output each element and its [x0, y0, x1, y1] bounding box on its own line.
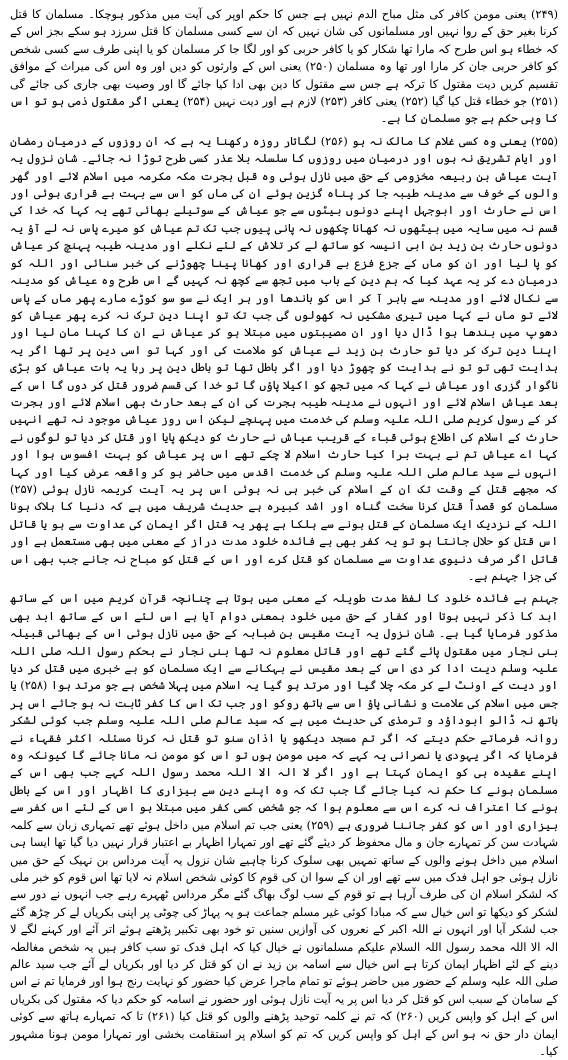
- commentary-paragraph-1: (۲۴۹) یعنی مومن کافر کی مثل مباح الدم نہیں ہے جس کا حکم اوپر کی آیت میں مذکور ہوچکا۔ مسلمان کا قتل کرنا بغیر حق کے روا نہیں اور مسلمانوں کی شان نہیں کہ ان سے کسی مسلمان کا قتل سرزد ہو سکے بجز اس کے کہ خطاء ہو اس طرح کہ مارا تھا شکار کو یا کافر حربی کو اور لگا جا کر مسلمان کو یا اپنی طرف سے کسی شخص کو کافر حربی جان کر مارا اور تھا وہ مسلمان (۲۵۰) یعنی اس کے وارثوں کو دیں اور وہ اس کی میراث کے موافق تقسیم کریں دیت مقتول کا ترکہ ہے جس سے مقتول کا دین بھی ادا کیا جائے گا اور وصیت بھی جاری کی جائے گی (۲۵۱) جو خطاء قتل کیا گیا (۲۵۲) یعنی کافر (۲۵۳) لازم ہے اور دیت نہیں (۲۵۴) یعنی اگر مقتول ذمی ہو تو اس کا وہی حکم ہے جو مسلمان کا ہے۔: [10, 8, 558, 126]
- commentary-paragraph-2: (۲۵۵) یعنی وہ کسی غلام کا مالک نہ ہو (۲۵۶) لگاتار روزہ رکھنا یہ ہے کہ ان روزوں کے درمیان رمضان اور ایام تشریق نہ ہوں اور درمیان میں روزوں کا سلسلہ بلا عذر کسی طرح توڑا نہ جائے۔ شان نزول یہ آیت عیاش بن ربیعہ مخزومی کے حق میں نازل ہوئی وہ قبل ہجرت مکہ مکرمہ میں اسلام لائے اور گھر والوں کے خوف سے مدینہ طیبہ جا کر پناہ گزین ہوئے ان کی ماں کو اس سے بہت بے قراری ہوئی اور اس نے حارث اور ابوجہل اپنے دونوں بیٹوں سے جو عیاش کے سوتیلے بھائی تھے یہ کہا کہ خدا کی قسم نہ میں سایہ میں بیٹھوں نہ کھانا چکھوں نہ پانی پیوں جب تک تم عیاش کو میرے پاس نہ لے آؤ یہ دونوں حارث بن زید بن ابی انیسہ کو ساتھ لے کر تلاش کے لئے نکلے اور مدینہ طیبہ پہنچ کر عیاش کو پا لیا اور ان کو ماں کے جزع فزع بے قراری اور کھانا پینا چھوڑنے کی خبر سنائی اور اللہ کو درمیان دے کر یہ عہد کیا کہ ہم دین کے باب میں تجھ سے کچھ نہ کہیں گے اس طرح وہ عیاش کو مدینہ سے نکال لائے اور مدینہ سے باہر آ کر اس کو باندھا اور ہر ایک نے سو سو کوڑے مارے پھر ماں کے پاس لائے تو ماں نے کہا میں تیری مشکیں نہ کھولوں گی جب تک تو اپنا دین ترک نہ کرے پھر عیاش کو دھوپ میں بندھا ہوا ڈال دیا اور ان مصیبتوں میں مبتلا ہو کر عیاش نے ان کا کہنا مان لیا اور اپنا دین ترک کر دیا تو حارث بن زید نے عیاش کو ملامت کی اور کہا تو اسی دین پر تھا اگر یہ ہدایت تھی تو تو نے ہدایت کو چھوڑ دیا اور اگر باطل تھا تو باطل دین پر رہا یہ بات عیاش کو بڑی ناگوار گزری اور عیاش نے کہا کہ میں تجھ کو اکیلا پاؤں گا تو خدا کی قسم ضرور قتل کر دوں گا اس کے بعد عیاش اسلام لائے اور انہوں نے مدینہ طیبہ ہجرت کی ان کے بعد حارث بھی اسلام لائے اور ہجرت کر کے رسول کریم صلی اللہ علیہ وسلم کی خدمت میں پہنچے لیکن اس روز عیاش موجود نہ تھے انہیں حارث کے اسلام کی اطلاع ہوئی قباء کے قریب عیاش نے حارث کو دیکھ پایا اور قتل کر دیا تو لوگوں نے کہا اے عیاش تم نے بہت برا کیا حارث اسلام لا چکے تھے اس پر عیاش کو بہت افسوس ہوا اور انہوں نے سید عالم صلی اللہ علیہ وسلم کی خدمت اقدس میں حاضر ہو کر واقعہ عرض کیا اور کہا کہ مجھے قتل کے وقت تک ان کے اسلام کی خبر ہی نہ ہوئی اس پر یہ آیت کریمہ نازل ہوئی (۲۵۷) مسلمان کو قصداً قتل کرنا سخت گناہ اور اشد کبیرہ ہے حدیث شریف میں ہے کہ دنیا کا ہلاک ہونا اللہ کے نزدیک ایک مسلمان کے قتل ہونے سے ہلکا ہے پھر یہ قتل اگر ایمان کی عداوت سے ہو یا قاتل اس قتل کو حلال جانتا ہو تو یہ کفر بھی ہے فائدہ خلود مدت دراز کے معنی میں بھی مستعمل ہے اور قاتل اگر صرف دنیوی عداوت سے مسلمان کو قتل کرے اور اس کے قتل کو مباح نہ جانے جب بھی اس کی جزا جہنم ہے۔: [10, 134, 558, 583]
- commentary-paragraph-3: جہنم ہے فائدہ خلود کا لفظ مدت طویلہ کے معنی میں ہوتا ہے چنانچہ قرآن کریم میں اس کے ساتھ ابد کا ذکر نہیں ہوتا اور کفار کے حق میں خلود بمعنی دوام آیا ہے اس لئے اس کے ساتھ ابد بھی مذکور فرمایا گیا ہے۔ شان نزول یہ آیت مقیس بن ضبابہ کے حق میں نازل ہوئی اس کے بھائی قبیلہ بنی نجار میں مقتول پائے گئے تھے اور قاتل معلوم نہ تھا بنی نجار نے بحکم رسول اللہ صلی اللہ علیہ وسلم دیت ادا کر دی اس کے بعد مقیس نے بہکانے سے ایک مسلمان کو بے خبری میں قتل کر دیا اور دیت کے اونٹ لے کر مکہ چلا گیا اور مرتد ہو گیا یہ اسلام میں پہلا شخص ہے جو مرتد ہوا (۲۵۸) یا جس میں اسلام کی علامت و نشانی پاؤ اس سے ہاتھ روکو اور جب تک اس کا کفر ثابت نہ ہو جائے اس پر ہاتھ نہ ڈالو ابوداؤد و ترمذی کی حدیث میں ہے کہ سید عالم صلی اللہ علیہ وسلم جب کوئی لشکر روانہ فرماتے حکم دیتے کہ اگر تم مسجد دیکھو یا اذان سنو تو قتل نہ کرنا مسئلہ اکثر فقہاء نے فرمایا کہ اگر یہودی یا نصرانی یہ کہے کہ میں مومن ہوں تو اس کو مومن نہ مانا جائے گا کیونکہ وہ اپنے عقیدہ ہی کو ایمان کہتا ہے اور اگر لا الہ الا اللہ محمد رسول اللہ کہے جب بھی اس کے مسلمان ہونے کا حکم نہ کیا جائے گا جب تک کہ وہ اپنے دین سے بیزاری کا اظہار اور اس کے باطل ہونے کا اعتراف نہ کرے اس سے معلوم ہوا کہ جو شخص کسی کفر میں مبتلا ہو اس کے لئے اس کفر سے بیزاری اور اس کو کفر جاننا ضروری ہے (۲۵۹) یعنی جب تم اسلام میں داخل ہوئے تھے تمہاری زبان سے کلمہ شہادت سن کر تمہارے جان و مال محفوظ کر دیئے گئے تھے اور تمہارا اظہار بے اعتبار قرار نہیں دیا گیا تھا ایسا ہی اسلام میں داخل ہونے والوں کے ساتھ تمہیں بھی سلوک کرنا چاہیے شان نزول یہ آیت مرداس بن نہیک کے حق میں نازل ہوئی جو اہل فدک میں سے تھے اور ان کے سوا ان کی قوم کا کوئی شخص اسلام نہ لایا تھا اس قوم کو خبر ملی کہ لشکر اسلام ان کی طرف آرہا ہے تو قوم کے سب لوگ بھاگ گئے مگر مرداس ٹھہرے رہے جب انہوں نے دور سے لشکر کو دیکھا تو اس خیال سے کہ مبادا کوئی غیر مسلم جماعت ہو یہ پہاڑ کی چوٹی پر اپنی بکریاں لے کر چڑھ گئے جب لشکر آیا اور انہوں نے اللہ اکبر کے نعروں کی آوازیں سنیں تو خود بھی تکبیر پڑھتے ہوئے اتر آئے اور کہنے لگے لا الہ الا اللہ محمد رسول اللہ السلام علیکم مسلمانوں نے خیال کیا کہ اہل فدک تو سب کافر ہیں یہ شخص مغالطہ دینے کے لئے اظہار ایمان کرتا ہے اس خیال سے اسامہ بن زید نے ان کو قتل کر دیا اور بکریاں لے آئے جب سید عالم صلی اللہ علیہ وسلم کے حضور میں حاضر ہوئے تو تمام ماجرا عرض کیا حضور کو نہایت رنج ہوا اور فرمایا تم نے اس کے سامان کے سبب اس کو قتل کر دیا اس پر یہ آیت نازل ہوئی اور حضور نے اسامہ کو حکم دیا کہ مقتول کی بکریاں اس کے اہل کو واپس کریں (۲۶۰) کہ تم نے کلمہ توحید پڑھنے والوں کو قتل کیا (۲۶۱) تا کہ تمہارے ہاتھ سے کوئی ایمان دار حق نہ ہو اس کے اہل کو واپس کریں کہ تم کو اسلام پر استقامت بخشی اور تمہارا مومن ہونا مشہور کیا۔: [10, 592, 558, 1058]
